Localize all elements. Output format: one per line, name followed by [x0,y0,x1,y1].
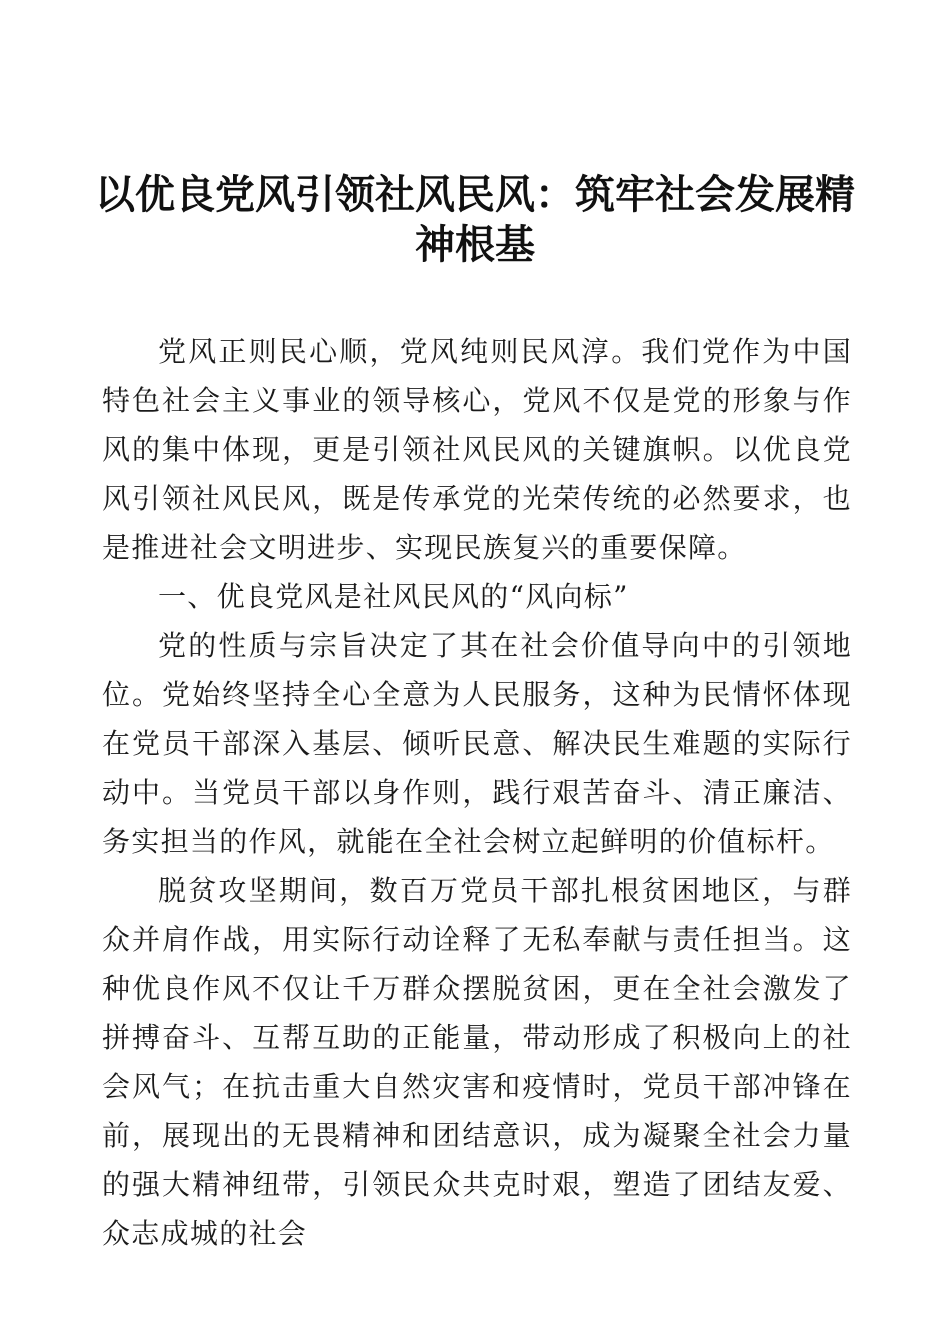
section-heading-1: 一、优良党风是社风民风的“风向标” [158,580,629,613]
document-body [102,327,852,1258]
paragraph-section-1-a: 党的性质与宗旨决定了其在社会价值导向中的引领地位。党始终坚持全心全意为人民服务，这种为民情怀体现在党员干部深入基层、倾听民意、解决民生难题的实际行动中。当党员干部以身作则，践行艰苦奋斗、清正廉洁、务实担当的作风，就能在全社会树立起鲜明的价值标杆。 [102,629,852,858]
paragraph-section-1-b: 脱贫攻坚期间，数百万党员干部扎根贫困地区，与群众并肩作战，用实际行动诠释了无私奉献与责任担当。这种优良作风不仅让千万群众摆脱贫困，更在全社会激发了拼搏奋斗、互帮互助的正能量，带动形成了积极向上的社会风气；在抗击重大自然灾害和疫情时，党员干部冲锋在前，展现出的无畏精神和团结意识，成为凝聚全社会力量的强大精神纽带，引领民众共克时艰，塑造了团结友爱、众志成城的社会 [102,874,852,1250]
paragraph-intro: 党风正则民心顺，党风纯则民风淳。我们党作为中国特色社会主义事业的领导核心，党风不仅是党的形象与作风的集中体现，更是引领社风民风的关键旗帜。以优良党风引领社风民风，既是传承党的光荣传统的必然要求，也是推进社会文明进步、实现民族复兴的重要保障。 [102,335,852,564]
document-title: 以优良党风引领社风民风：筑牢社会发展精神根基 [95,171,855,268]
